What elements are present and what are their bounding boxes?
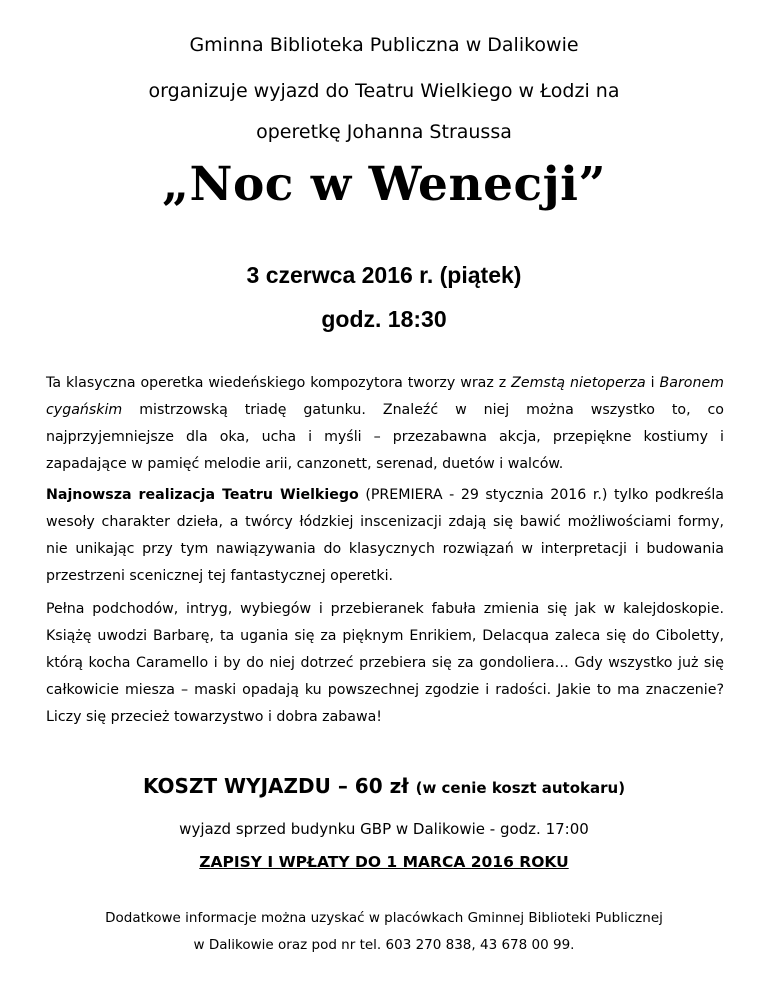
contact-info-line-1: Dodatkowe informacje można uzyskać w placówkach Gminnej Biblioteki Publicznej bbox=[105, 910, 663, 926]
event-intro-line: organizuje wyjazd do Teatru Wielkiego w Łodzi na bbox=[148, 80, 620, 102]
description-paragraph-1 bbox=[46, 370, 724, 478]
organizer-line: Gminna Biblioteka Publiczna w Dalikowie bbox=[189, 34, 579, 56]
event-hour: godz. 18:30 bbox=[321, 306, 447, 332]
event-date: 3 czerwca 2016 r. (piątek) bbox=[246, 262, 522, 288]
contact-info-line-2: w Dalikowie oraz pod nr tel. 603 270 838, 43 678 00 99. bbox=[193, 937, 575, 953]
trip-cost-note: (w cenie koszt autokaru) bbox=[415, 779, 626, 797]
registration-deadline-text: ZAPISY I WPŁATY DO 1 MARCA 2016 ROKU bbox=[199, 853, 569, 871]
p1-text-c: i bbox=[645, 375, 660, 391]
p2-bold-lead: Najnowsza realizacja Teatru Wielkiego bbox=[46, 487, 359, 503]
departure-info: wyjazd sprzed budynku GBP w Dalikowie - godz. 17:00 bbox=[179, 820, 589, 838]
description-paragraph-2 bbox=[46, 482, 724, 590]
p2-text: (PREMIERA - 29 stycznia 2016 r.) tylko podkreśla wesoły charakter dzieła, a twórcy łódzkiej inscenizacji zdają się bawić możliwościami formy, nie unikając przy tym nawiązywania do klasycznych rozwiązań w interpretacji i budowania przestrzeni scenicznej tej fantastycznej operetki. bbox=[46, 487, 724, 584]
composer-line: operetkę Johanna Straussa bbox=[256, 121, 512, 143]
show-title: „Noc w Wenecji” bbox=[161, 157, 607, 212]
trip-cost bbox=[0, 774, 768, 798]
p1-title-zemsta: Zemstą nietoperza bbox=[511, 375, 646, 391]
p1-text-a: Ta klasyczna operetka wiedeńskiego kompozytora tworzy wraz z bbox=[46, 375, 512, 391]
registration-deadline bbox=[0, 853, 768, 871]
description-paragraph-3: Pełna podchodów, intryg, wybiegów i przebieranek fabuła zmienia się jak w kalejdoskopie. Książę uwodzi Barbarę, ta ugania się za pięknym Enrikiem, Delacqua zaleca się do Ciboletty, którą kocha Caramello i by do niej dotrzeć przebiera się za gondoliera… Gdy wszystko już się całkowicie miesza – maski opadają ku powszechnej zgodzie i radości. Jakie to ma znaczenie? Liczy się przecież towarzystwo i dobra zabawa! bbox=[46, 601, 724, 725]
p1-text-e: mistrzowską triadę gatunku. Znaleźć w niej można wszystko to, co najprzyjemniejsze dla oka, ucha i myśli – przezabawna akcja, przepiękne kostiumy i zapadające w pamięć melodie arii, canzonett, serenad, duetów i walców. bbox=[46, 402, 724, 472]
p1-title-baron: Baronem cygańskim bbox=[46, 375, 724, 418]
trip-cost-main: KOSZT WYJAZDU – 60 zł bbox=[142, 774, 409, 798]
